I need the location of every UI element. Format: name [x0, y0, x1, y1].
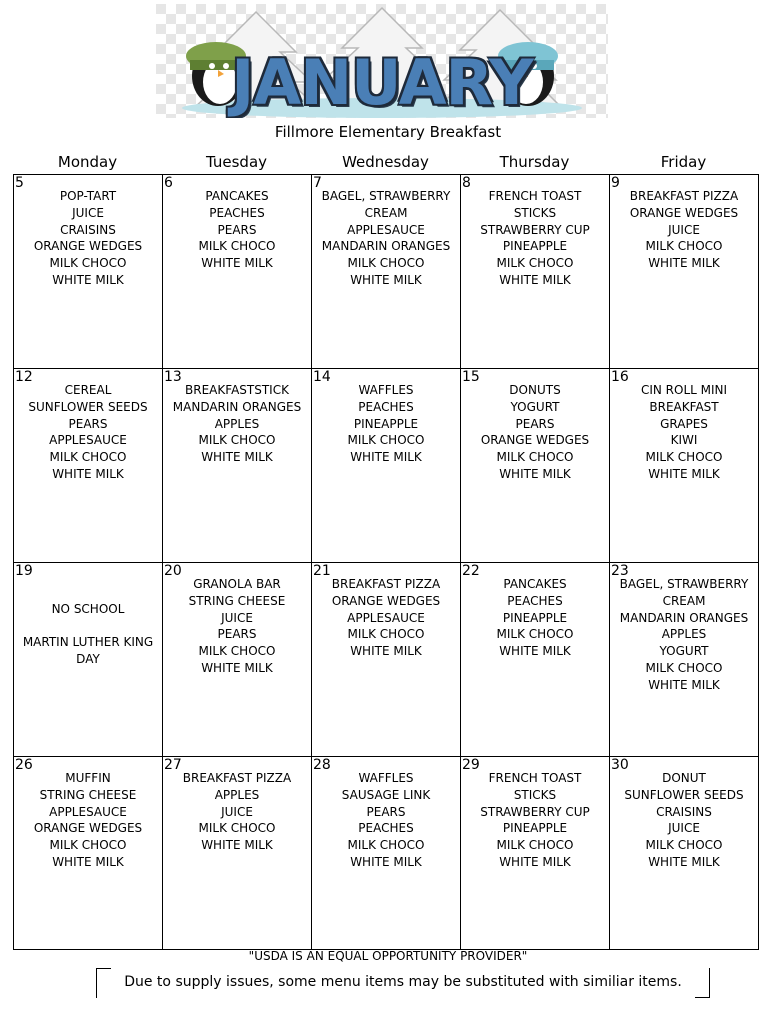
menu-item: MILK CHOCO — [198, 239, 276, 254]
menu-item: MILK CHOCO — [347, 838, 425, 853]
menu-items — [312, 576, 460, 660]
day-number: 22 — [462, 563, 480, 579]
day-number: 19 — [15, 563, 33, 579]
day-cell — [163, 563, 312, 757]
usda-statement: "USDA IS AN EQUAL OPPORTUNITY PROVIDER" — [248, 949, 528, 963]
menu-item: MILK CHOCO — [645, 450, 723, 465]
menu-item: CREAM — [662, 593, 706, 608]
day-cell — [14, 369, 163, 563]
menu-item: WHITE MILK — [350, 450, 422, 465]
menu-item: BAGEL, STRAWBERRY — [321, 189, 451, 203]
menu-item: APPLESAUCE — [49, 433, 127, 448]
menu-item: WHITE MILK — [52, 272, 124, 287]
menu-item: PEACHES — [358, 821, 414, 836]
menu-item: WHITE MILK — [648, 677, 720, 692]
menu-item: PEACHES — [507, 593, 563, 608]
menu-item: MANDARIN ORANGES — [172, 399, 302, 414]
menu-items — [312, 188, 460, 289]
day-cell — [14, 175, 163, 369]
menu-item: WHITE MILK — [648, 466, 720, 481]
january-banner — [156, 4, 608, 118]
menu-item: CRAISINS — [60, 222, 116, 237]
menu-item: WHITE MILK — [201, 660, 273, 675]
menu-item: MILK CHOCO — [49, 838, 127, 853]
day-cell — [14, 757, 163, 949]
menu-item: WHITE MILK — [52, 466, 124, 481]
day-number: 6 — [164, 175, 173, 191]
menu-item: MANDARIN ORANGES — [619, 610, 749, 625]
menu-item: WAFFLES — [358, 771, 414, 785]
menu-item: WHITE MILK — [201, 256, 273, 271]
menu-item: PINEAPPLE — [502, 610, 568, 625]
menu-item: BREAKFAST PIZZA — [182, 771, 292, 785]
day-cell — [163, 369, 312, 563]
day-cell — [14, 563, 163, 757]
day-number: 12 — [15, 369, 33, 385]
day-number: 28 — [313, 757, 331, 773]
menu-item: STRING CHEESE — [39, 787, 137, 802]
menu-items — [312, 770, 460, 871]
menu-item: MILK CHOCO — [347, 256, 425, 271]
menu-item: MILK CHOCO — [645, 838, 723, 853]
menu-item: MILK CHOCO — [496, 627, 574, 642]
day-number: 13 — [164, 369, 182, 385]
day-cell — [312, 563, 461, 757]
menu-item: WAFFLES — [358, 383, 414, 397]
page-title: Fillmore Elementary Breakfast — [274, 123, 502, 141]
menu-item: PANCAKES — [503, 577, 567, 591]
day-cell — [461, 175, 610, 369]
menu-items — [163, 188, 311, 272]
menu-item: FRENCH TOAST — [488, 189, 582, 203]
menu-items — [312, 382, 460, 466]
day-number: 21 — [313, 563, 331, 579]
menu-item: MILK CHOCO — [645, 660, 723, 675]
menu-items — [14, 382, 162, 483]
menu-item: PEARS — [515, 416, 555, 431]
menu-item: WHITE MILK — [499, 272, 571, 287]
day-number: 8 — [462, 175, 471, 191]
menu-item: ORANGE WEDGES — [480, 433, 590, 448]
menu-items — [610, 576, 758, 694]
menu-item: APPLES — [214, 416, 260, 431]
day-number: 27 — [164, 757, 182, 773]
menu-calendar-grid — [13, 174, 759, 950]
menu-item: MILK CHOCO — [496, 256, 574, 271]
menu-item: MILK CHOCO — [198, 644, 276, 659]
holiday-note — [14, 601, 162, 667]
menu-item: ORANGE WEDGES — [33, 821, 143, 836]
menu-item: WHITE MILK — [350, 644, 422, 659]
menu-item: MILK CHOCO — [198, 821, 276, 836]
menu-item: WHITE MILK — [201, 450, 273, 465]
menu-item: STRAWBERRY CUP — [480, 222, 590, 237]
menu-item: PINEAPPLE — [502, 239, 568, 254]
menu-item: MILK CHOCO — [49, 256, 127, 271]
menu-item: WHITE MILK — [648, 854, 720, 869]
menu-items — [610, 188, 758, 272]
day-cell — [312, 757, 461, 949]
menu-item: PEACHES — [209, 205, 265, 220]
menu-item: PEARS — [366, 804, 406, 819]
weekday-header-row — [13, 151, 759, 173]
menu-item: STICKS — [513, 787, 557, 802]
menu-item: MILK CHOCO — [347, 627, 425, 642]
menu-item: MARTIN LUTHER KING — [22, 634, 154, 649]
menu-item: SAUSAGE LINK — [341, 787, 431, 802]
menu-item: DONUT — [662, 771, 706, 785]
menu-item: MILK CHOCO — [496, 838, 574, 853]
menu-item: GRAPES — [660, 416, 708, 431]
menu-item: ORANGE WEDGES — [33, 239, 143, 254]
menu-item: CRAISINS — [656, 804, 712, 819]
menu-item: PEARS — [217, 222, 257, 237]
day-cell — [461, 757, 610, 949]
day-number: 5 — [15, 175, 24, 191]
menu-item: MILK CHOCO — [49, 450, 127, 465]
day-cell — [461, 563, 610, 757]
menu-item: PEARS — [68, 416, 108, 431]
menu-item: SUNFLOWER SEEDS — [624, 787, 744, 802]
menu-item: WHITE MILK — [350, 272, 422, 287]
day-cell — [610, 369, 758, 563]
menu-items — [14, 770, 162, 871]
menu-items — [461, 382, 609, 483]
weekday-wednesday: Wednesday — [342, 153, 429, 171]
menu-item: MILK CHOCO — [496, 450, 574, 465]
day-number: 9 — [611, 175, 620, 191]
menu-item: WHITE MILK — [648, 256, 720, 271]
menu-item: JUICE — [221, 804, 253, 819]
menu-item: WHITE MILK — [201, 838, 273, 853]
weekday-tuesday: Tuesday — [205, 153, 268, 171]
day-cell — [461, 369, 610, 563]
menu-item: MILK CHOCO — [198, 433, 276, 448]
weekday-thursday: Thursday — [499, 153, 570, 171]
menu-items — [14, 188, 162, 289]
spacer — [14, 618, 162, 634]
day-number: 16 — [611, 369, 629, 385]
menu-item: BREAKFAST — [649, 399, 719, 414]
menu-item: APPLES — [661, 627, 707, 642]
day-number: 30 — [611, 757, 629, 773]
menu-item: JUICE — [668, 821, 700, 836]
menu-item: APPLES — [214, 787, 260, 802]
day-cell — [163, 757, 312, 949]
menu-item: PANCAKES — [205, 189, 269, 203]
menu-items — [163, 770, 311, 854]
menu-item: APPLESAUCE — [49, 804, 127, 819]
menu-item: WHITE MILK — [499, 644, 571, 659]
menu-items — [610, 770, 758, 871]
menu-item: GRANOLA BAR — [193, 577, 281, 591]
menu-items — [610, 382, 758, 483]
menu-item: STRAWBERRY CUP — [480, 804, 590, 819]
menu-item: FRENCH TOAST — [488, 771, 582, 785]
menu-item: STICKS — [513, 205, 557, 220]
day-cell — [610, 563, 758, 757]
day-cell — [610, 757, 758, 949]
menu-item: MILK CHOCO — [347, 433, 425, 448]
menu-item: MILK CHOCO — [645, 239, 723, 254]
menu-item: YOGURT — [510, 399, 560, 414]
menu-item: BREAKFAST PIZZA — [629, 189, 739, 203]
menu-item: SUNFLOWER SEEDS — [28, 399, 148, 414]
menu-item: DAY — [76, 651, 100, 666]
menu-items — [461, 576, 609, 660]
menu-item: PEARS — [217, 627, 257, 642]
menu-items — [461, 188, 609, 289]
menu-item: POP-TART — [59, 189, 117, 203]
menu-item: MUFFIN — [65, 771, 111, 785]
day-cell — [610, 175, 758, 369]
day-number: 15 — [462, 369, 480, 385]
menu-item: STRING CHEESE — [188, 593, 286, 608]
day-cell — [312, 175, 461, 369]
menu-item: BAGEL, STRAWBERRY — [619, 577, 749, 591]
menu-item: CEREAL — [64, 383, 112, 397]
day-number: 7 — [313, 175, 322, 191]
menu-item: PINEAPPLE — [353, 416, 419, 431]
menu-item: APPLESAUCE — [347, 610, 425, 625]
menu-item: ORANGE WEDGES — [331, 593, 441, 608]
menu-item: WHITE MILK — [52, 854, 124, 869]
day-number: 29 — [462, 757, 480, 773]
menu-item: BREAKFASTSTICK — [185, 383, 289, 397]
menu-item: APPLESAUCE — [347, 222, 425, 237]
menu-item: CREAM — [364, 205, 408, 220]
day-cell — [312, 369, 461, 563]
menu-item: JUICE — [72, 205, 104, 220]
day-number: 14 — [313, 369, 331, 385]
menu-item: WHITE MILK — [499, 854, 571, 869]
menu-item: PINEAPPLE — [502, 821, 568, 836]
menu-item: PEACHES — [358, 399, 414, 414]
day-number: 26 — [15, 757, 33, 773]
menu-item: JUICE — [668, 222, 700, 237]
menu-items — [163, 576, 311, 677]
menu-items — [461, 770, 609, 871]
menu-item: DONUTS — [509, 383, 561, 397]
weekday-friday: Friday — [660, 153, 707, 171]
menu-item: KIWI — [670, 433, 698, 448]
menu-item: WHITE MILK — [499, 466, 571, 481]
day-number: 23 — [611, 563, 629, 579]
menu-item: ORANGE WEDGES — [629, 205, 739, 220]
weekday-monday: Monday — [57, 153, 118, 171]
menu-item: WHITE MILK — [350, 854, 422, 869]
day-cell — [163, 175, 312, 369]
menu-item: YOGURT — [659, 644, 709, 659]
menu-item: BREAKFAST PIZZA — [331, 577, 441, 591]
day-number: 20 — [164, 563, 182, 579]
substitution-note: Due to supply issues, some menu items may be substituted with similiar items. — [96, 968, 710, 998]
menu-item: NO SCHOOL — [51, 602, 125, 616]
menu-items — [163, 382, 311, 466]
menu-item: MANDARIN ORANGES — [321, 239, 451, 254]
banner-month-title: JANUARY — [231, 46, 533, 118]
menu-item: CIN ROLL MINI — [640, 383, 728, 397]
menu-item: JUICE — [221, 610, 253, 625]
